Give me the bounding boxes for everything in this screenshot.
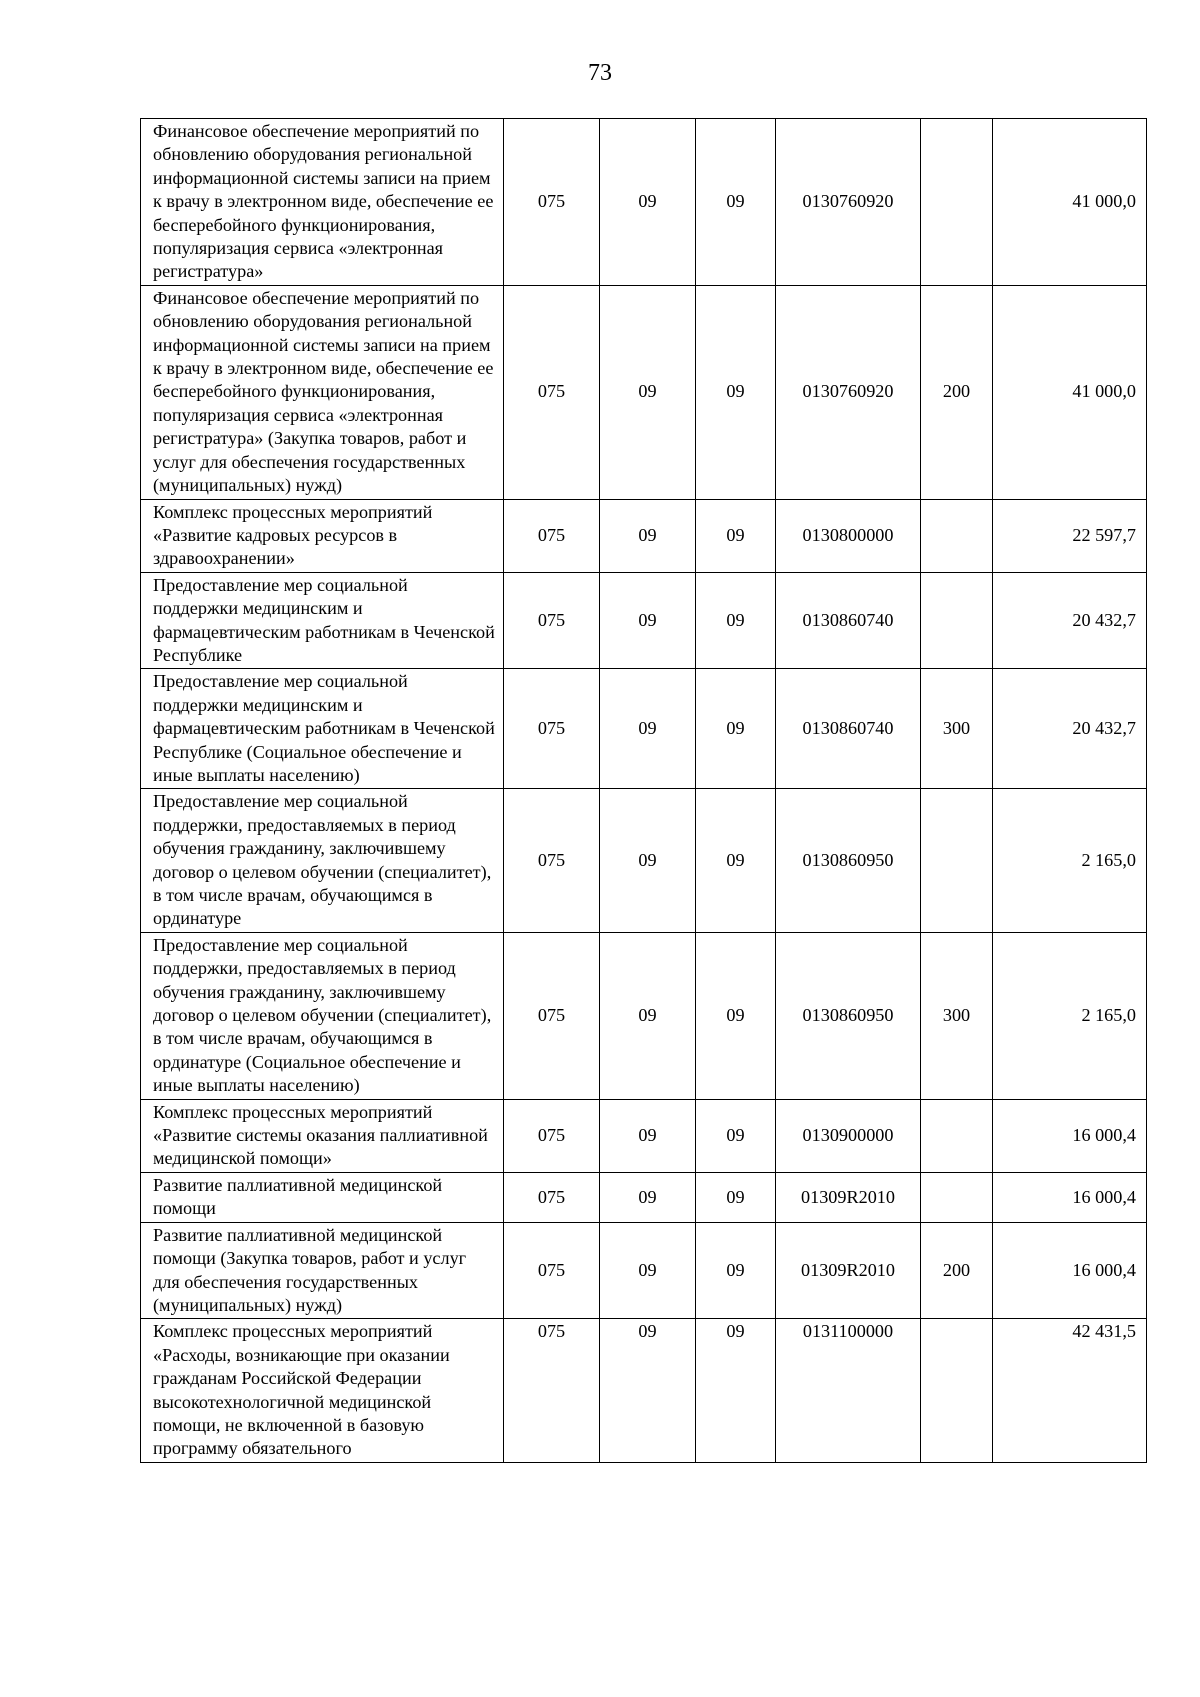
row-target-code: 0131100000 <box>776 1319 921 1462</box>
table-row <box>141 1222 1147 1319</box>
row-name: Финансовое обеспечение мероприятий по обновлению оборудования региональной информационной системы записи на прием к врачу в электронном виде, обеспечение ее бесперебойного функционирования, популяризация сервиса «электронная регистратура» <box>141 119 504 286</box>
row-ministry-code: 075 <box>504 572 600 669</box>
row-expense-type <box>921 572 993 669</box>
row-expense-type <box>921 119 993 286</box>
row-amount: 22 597,7 <box>993 499 1147 572</box>
row-ministry-code: 075 <box>504 1099 600 1172</box>
row-section-code: 09 <box>600 499 696 572</box>
table-row <box>141 119 1147 286</box>
row-ministry-code: 075 <box>504 1319 600 1462</box>
row-ministry-code: 075 <box>504 932 600 1099</box>
row-amount: 16 000,4 <box>993 1222 1147 1319</box>
row-amount: 20 432,7 <box>993 572 1147 669</box>
row-amount: 2 165,0 <box>993 789 1147 932</box>
table-row <box>141 499 1147 572</box>
row-expense-type: 200 <box>921 285 993 499</box>
row-section-code: 09 <box>600 1099 696 1172</box>
table-row <box>141 1172 1147 1222</box>
table-row <box>141 789 1147 932</box>
row-subsection-code: 09 <box>696 1222 776 1319</box>
row-target-code: 0130760920 <box>776 285 921 499</box>
row-section-code: 09 <box>600 285 696 499</box>
row-expense-type: 300 <box>921 669 993 789</box>
table-row <box>141 932 1147 1099</box>
row-subsection-code: 09 <box>696 1319 776 1462</box>
row-subsection-code: 09 <box>696 119 776 286</box>
row-target-code: 0130860950 <box>776 789 921 932</box>
row-ministry-code: 075 <box>504 1222 600 1319</box>
row-ministry-code: 075 <box>504 789 600 932</box>
row-section-code: 09 <box>600 119 696 286</box>
row-name: Предоставление мер социальной поддержки медицинским и фармацевтическим работникам в Чеченской Республике (Социальное обеспечение и иные выплаты населению) <box>141 669 504 789</box>
row-target-code: 0130800000 <box>776 499 921 572</box>
row-expense-type <box>921 499 993 572</box>
row-name: Комплекс процессных мероприятий «Развитие системы оказания паллиативной медицинской помощи» <box>141 1099 504 1172</box>
row-subsection-code: 09 <box>696 499 776 572</box>
row-ministry-code: 075 <box>504 1172 600 1222</box>
row-subsection-code: 09 <box>696 1172 776 1222</box>
row-section-code: 09 <box>600 932 696 1099</box>
row-expense-type <box>921 789 993 932</box>
row-amount: 41 000,0 <box>993 285 1147 499</box>
row-subsection-code: 09 <box>696 572 776 669</box>
row-ministry-code: 075 <box>504 499 600 572</box>
row-expense-type <box>921 1172 993 1222</box>
row-name: Комплекс процессных мероприятий «Развитие кадровых ресурсов в здравоохранении» <box>141 499 504 572</box>
row-subsection-code: 09 <box>696 285 776 499</box>
row-amount: 41 000,0 <box>993 119 1147 286</box>
budget-table <box>140 118 1147 1463</box>
row-name: Финансовое обеспечение мероприятий по обновлению оборудования региональной информационной системы записи на прием к врачу в электронном виде, обеспечение ее бесперебойного функционирования, популяризация сервиса «электронная регистратура» (Закупка товаров, работ и услуг для обеспечения государственных (муниципальных) нужд) <box>141 285 504 499</box>
row-target-code: 0130860740 <box>776 572 921 669</box>
row-section-code: 09 <box>600 669 696 789</box>
row-section-code: 09 <box>600 1222 696 1319</box>
row-section-code: 09 <box>600 789 696 932</box>
row-target-code: 01309R2010 <box>776 1172 921 1222</box>
table-row <box>141 669 1147 789</box>
row-ministry-code: 075 <box>504 119 600 286</box>
row-subsection-code: 09 <box>696 932 776 1099</box>
row-amount: 2 165,0 <box>993 932 1147 1099</box>
row-amount: 20 432,7 <box>993 669 1147 789</box>
row-target-code: 0130860950 <box>776 932 921 1099</box>
table-row <box>141 1319 1147 1462</box>
row-target-code: 0130900000 <box>776 1099 921 1172</box>
row-amount: 42 431,5 <box>993 1319 1147 1462</box>
table-row <box>141 572 1147 669</box>
row-target-code: 01309R2010 <box>776 1222 921 1319</box>
row-name: Предоставление мер социальной поддержки медицинским и фармацевтическим работникам в Чеченской Республике <box>141 572 504 669</box>
row-name: Развитие паллиативной медицинской помощи <box>141 1172 504 1222</box>
row-expense-type <box>921 1319 993 1462</box>
row-ministry-code: 075 <box>504 669 600 789</box>
row-name: Предоставление мер социальной поддержки, предоставляемых в период обучения гражданину, заключившему договор о целевом обучении (специалитет), в том числе врачам, обучающимся в ординатуре (Социальное обеспечение и иные выплаты населению) <box>141 932 504 1099</box>
row-target-code: 0130760920 <box>776 119 921 286</box>
row-target-code: 0130860740 <box>776 669 921 789</box>
table-row <box>141 285 1147 499</box>
row-subsection-code: 09 <box>696 669 776 789</box>
row-name: Предоставление мер социальной поддержки, предоставляемых в период обучения гражданину, заключившему договор о целевом обучении (специалитет), в том числе врачам, обучающимся в ординатуре <box>141 789 504 932</box>
row-amount: 16 000,4 <box>993 1172 1147 1222</box>
row-amount: 16 000,4 <box>993 1099 1147 1172</box>
row-section-code: 09 <box>600 1172 696 1222</box>
row-section-code: 09 <box>600 1319 696 1462</box>
row-subsection-code: 09 <box>696 1099 776 1172</box>
row-expense-type: 200 <box>921 1222 993 1319</box>
row-section-code: 09 <box>600 572 696 669</box>
row-name: Развитие паллиативной медицинской помощи (Закупка товаров, работ и услуг для обеспечения государственных (муниципальных) нужд) <box>141 1222 504 1319</box>
page-number: 73 <box>588 60 612 86</box>
table-row <box>141 1099 1147 1172</box>
row-expense-type <box>921 1099 993 1172</box>
row-ministry-code: 075 <box>504 285 600 499</box>
row-subsection-code: 09 <box>696 789 776 932</box>
row-name: Комплекс процессных мероприятий «Расходы, возникающие при оказании гражданам Российской Федерации высокотехнологичной медицинской помощи, не включенной в базовую программу обязательного <box>141 1319 504 1462</box>
row-expense-type: 300 <box>921 932 993 1099</box>
